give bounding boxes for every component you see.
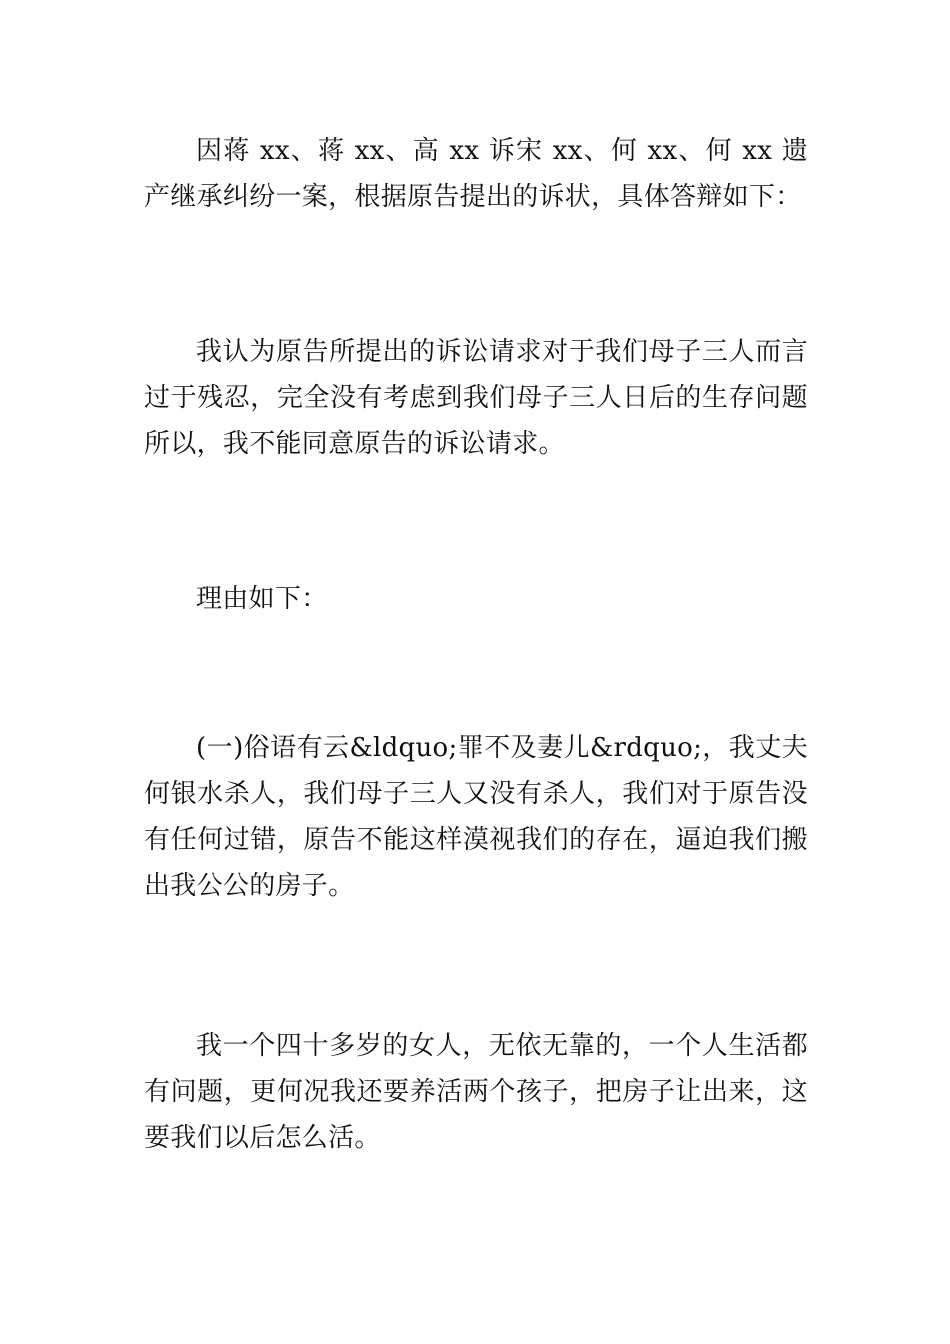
paragraph-position: 我认为原告所提出的诉讼请求对于我们母子三人而言过于残忍，完全没有考虑到我们母子三人日后的生存问题所以，我不能同意原告的诉讼请求。 <box>144 337 808 459</box>
paragraph-hardship: 我一个四十多岁的女人，无依无靠的，一个人生活都有问题，更何况我还要养活两个孩子，把房子让出来，这要我们以后怎么活。 <box>144 1031 808 1153</box>
paragraph-reason-one: (一)俗语有云&ldquo;罪不及妻儿&rdquo;，我丈夫何银水杀人，我们母子三人又没有杀人，我们对于原告没有任何过错，原告不能这样漠视我们的存在，逼迫我们搬出我公公的房子。 <box>144 733 808 901</box>
paragraph-reasons-heading: 理由如下： <box>196 584 328 614</box>
paragraph-intro: 因蒋 xx、蒋 xx、高 xx 诉宋 xx、何 xx、何 xx 遗产继承纠纷一案，根据原告提出的诉状，具体答辩如下： <box>144 136 808 212</box>
